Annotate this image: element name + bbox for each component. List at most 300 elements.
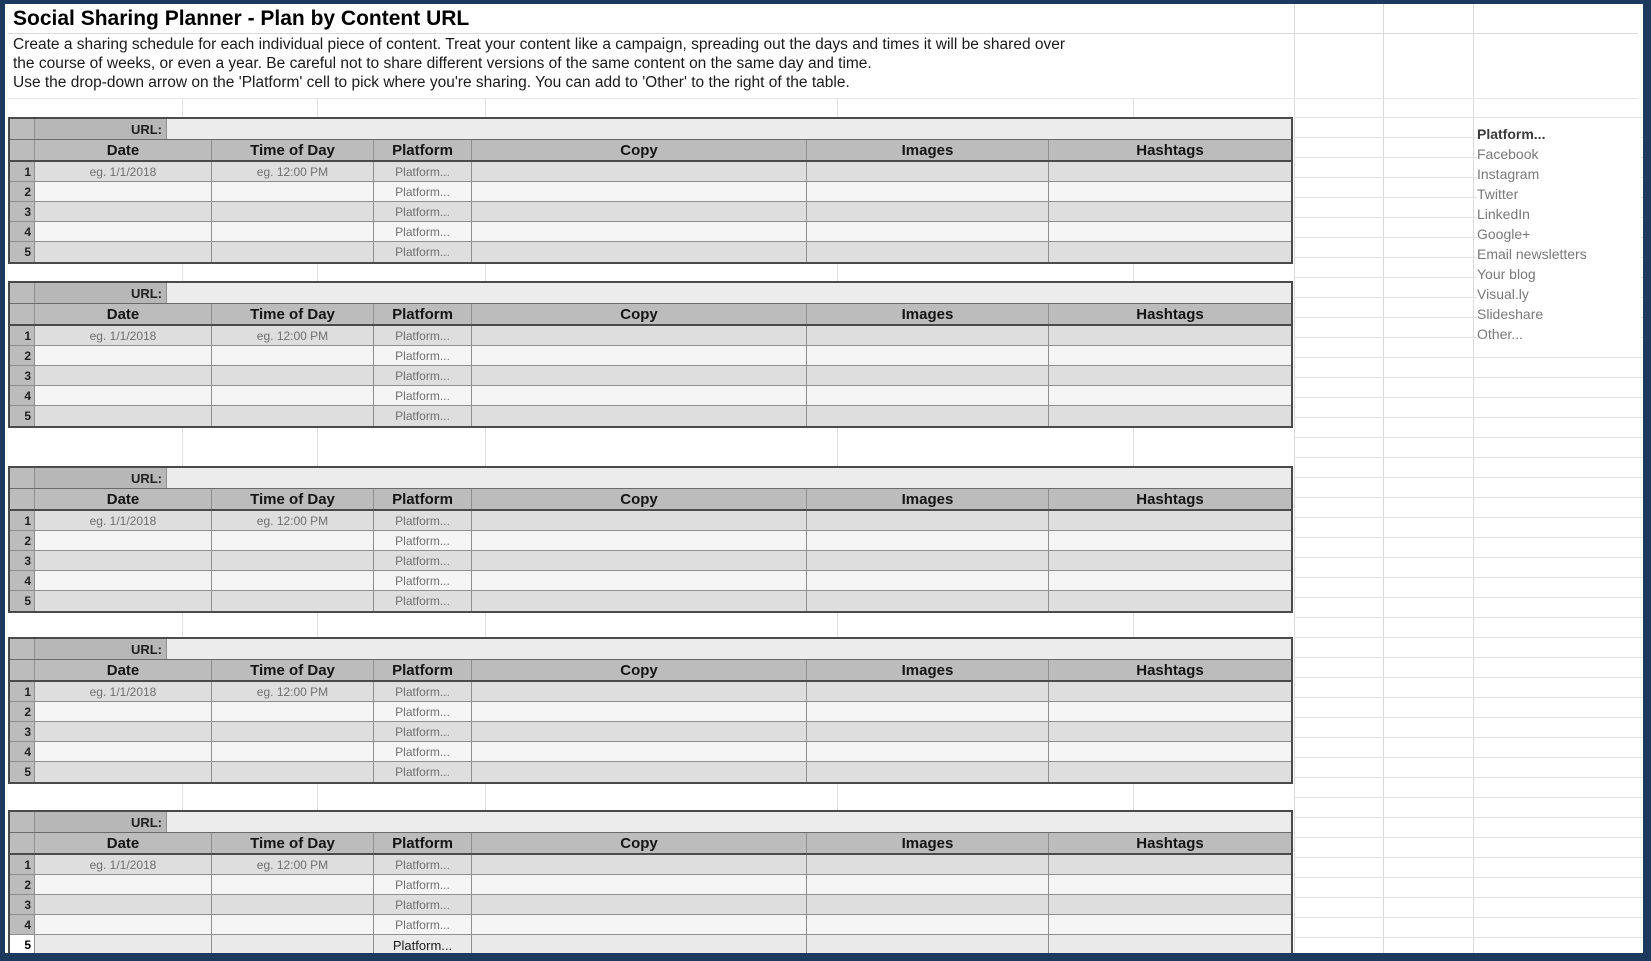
column-header-date: Date: [35, 304, 212, 324]
date-cell[interactable]: [35, 875, 212, 894]
gridline: [1294, 837, 1643, 838]
images-cell[interactable]: [807, 571, 1049, 590]
table-row: [10, 935, 1291, 955]
time-of-day-cell[interactable]: [212, 182, 374, 201]
column-header-platform: Platform: [374, 489, 472, 509]
date-cell[interactable]: eg. 1/1/2018: [35, 855, 212, 874]
gridline: [837, 609, 838, 637]
gridline: [1294, 117, 1643, 118]
description-line-2: the course of weeks, or even a year. Be careful not to share different versions of the same content on the same day and time.: [13, 55, 872, 72]
platform-option-email-newsletters: Email newsletters: [1477, 246, 1587, 262]
column-header-copy: Copy: [472, 489, 807, 509]
time-of-day-cell[interactable]: [212, 702, 374, 721]
gridline: [1383, 4, 1384, 953]
hashtags-cell[interactable]: [1049, 591, 1291, 611]
copy-cell[interactable]: [472, 915, 807, 934]
images-cell[interactable]: [807, 386, 1049, 405]
row-number: 4: [10, 571, 35, 590]
gridline: [317, 780, 318, 810]
platform-dropdown[interactable]: Platform...: [374, 531, 472, 550]
time-of-day-cell[interactable]: [212, 895, 374, 914]
column-header-images: Images: [807, 660, 1049, 680]
images-cell[interactable]: [807, 875, 1049, 894]
platform-dropdown[interactable]: Platform...: [374, 242, 472, 262]
copy-cell[interactable]: [472, 326, 807, 345]
platform-dropdown[interactable]: Platform...: [374, 406, 472, 426]
hashtags-cell[interactable]: [1049, 182, 1291, 201]
copy-cell[interactable]: [472, 162, 807, 181]
gridline: [1294, 737, 1643, 738]
time-of-day-cell[interactable]: [212, 591, 374, 611]
table-row: [10, 242, 1291, 262]
gridline: [1294, 797, 1643, 798]
gridline: [485, 424, 486, 466]
date-cell[interactable]: [35, 182, 212, 201]
platform-dropdown[interactable]: Platform...: [374, 366, 472, 385]
platform-dropdown[interactable]: Platform...: [374, 742, 472, 761]
row-number: 1: [10, 326, 35, 345]
column-header-copy: Copy: [472, 140, 807, 160]
platform-dropdown[interactable]: Platform...: [374, 222, 472, 241]
platform-option-visual-ly: Visual.ly: [1477, 286, 1529, 302]
column-header-time-of-day: Time of Day: [212, 489, 374, 509]
hashtags-cell[interactable]: [1049, 162, 1291, 181]
row-number: 1: [10, 162, 35, 181]
table-row: [10, 511, 1291, 531]
date-cell[interactable]: eg. 1/1/2018: [35, 511, 212, 530]
images-cell[interactable]: [807, 682, 1049, 701]
date-cell[interactable]: eg. 1/1/2018: [35, 162, 212, 181]
row-number: 1: [10, 855, 35, 874]
platform-dropdown[interactable]: Platform...: [374, 682, 472, 701]
time-of-day-cell[interactable]: [212, 762, 374, 782]
images-cell[interactable]: [807, 182, 1049, 201]
platform-dropdown[interactable]: Platform...: [374, 511, 472, 530]
row-number: 4: [10, 915, 35, 934]
date-cell[interactable]: eg. 1/1/2018: [35, 682, 212, 701]
copy-cell[interactable]: [472, 702, 807, 721]
copy-cell[interactable]: [472, 591, 807, 611]
time-of-day-cell[interactable]: [212, 222, 374, 241]
row-header-corner: [10, 283, 35, 303]
copy-cell[interactable]: [472, 366, 807, 385]
date-cell[interactable]: [35, 571, 212, 590]
date-cell[interactable]: eg. 1/1/2018: [35, 326, 212, 345]
gridline: [1133, 609, 1134, 637]
platform-dropdown[interactable]: Platform...: [374, 935, 472, 955]
column-header-row: [10, 660, 1291, 682]
copy-cell[interactable]: [472, 571, 807, 590]
platform-dropdown[interactable]: Platform...: [374, 855, 472, 874]
copy-cell[interactable]: [472, 386, 807, 405]
copy-cell[interactable]: [472, 855, 807, 874]
images-cell[interactable]: [807, 242, 1049, 262]
column-header-hashtags: Hashtags: [1049, 304, 1291, 324]
copy-cell[interactable]: [472, 682, 807, 701]
column-header-images: Images: [807, 304, 1049, 324]
date-cell[interactable]: [35, 366, 212, 385]
table-row: [10, 551, 1291, 571]
date-cell[interactable]: [35, 551, 212, 570]
date-cell[interactable]: [35, 702, 212, 721]
gridline: [1294, 377, 1643, 378]
header-corner: [10, 489, 35, 509]
url-row: [10, 283, 1291, 304]
gridline: [1473, 4, 1474, 953]
platform-dropdown[interactable]: Platform...: [374, 915, 472, 934]
platform-dropdown[interactable]: Platform...: [374, 895, 472, 914]
hashtags-cell[interactable]: [1049, 571, 1291, 590]
header-corner: [10, 833, 35, 853]
time-of-day-cell[interactable]: [212, 202, 374, 221]
gridline: [837, 780, 838, 810]
planner-block-1: [8, 117, 1293, 264]
page-description: [13, 35, 1065, 92]
time-of-day-cell[interactable]: [212, 935, 374, 955]
platform-dropdown[interactable]: Platform...: [374, 551, 472, 570]
row-number: 3: [10, 551, 35, 570]
table-row: [10, 531, 1291, 551]
hashtags-cell[interactable]: [1049, 682, 1291, 701]
gridline: [1294, 917, 1643, 918]
column-header-row: [10, 489, 1291, 511]
column-header-time-of-day: Time of Day: [212, 660, 374, 680]
platform-legend-header: Platform...: [1477, 126, 1546, 142]
images-cell[interactable]: [807, 935, 1049, 955]
date-cell[interactable]: [35, 915, 212, 934]
images-cell[interactable]: [807, 742, 1049, 761]
hashtags-cell[interactable]: [1049, 722, 1291, 741]
gridline: [182, 98, 183, 117]
column-header-copy: Copy: [472, 833, 807, 853]
hashtags-cell[interactable]: [1049, 702, 1291, 721]
time-of-day-cell[interactable]: [212, 242, 374, 262]
hashtags-cell[interactable]: [1049, 406, 1291, 426]
images-cell[interactable]: [807, 895, 1049, 914]
date-cell[interactable]: [35, 386, 212, 405]
url-input[interactable]: [167, 639, 1291, 659]
time-of-day-cell[interactable]: eg. 12:00 PM: [212, 511, 374, 530]
gridline: [1294, 897, 1643, 898]
copy-cell[interactable]: [472, 182, 807, 201]
copy-cell[interactable]: [472, 722, 807, 741]
platform-dropdown[interactable]: Platform...: [374, 326, 472, 345]
images-cell[interactable]: [807, 366, 1049, 385]
images-cell[interactable]: [807, 511, 1049, 530]
gridline: [1294, 937, 1643, 938]
time-of-day-cell[interactable]: [212, 551, 374, 570]
planner-block-3: [8, 466, 1293, 613]
description-line-3: Use the drop-down arrow on the 'Platform' cell to pick where you're sharing. You can add to 'Other' to the right of the table.: [13, 74, 850, 91]
platform-option-facebook: Facebook: [1477, 146, 1539, 162]
copy-cell[interactable]: [472, 742, 807, 761]
images-cell[interactable]: [807, 531, 1049, 550]
gridline: [837, 98, 838, 117]
gridline: [1294, 657, 1643, 658]
date-cell[interactable]: [35, 762, 212, 782]
images-cell[interactable]: [807, 551, 1049, 570]
page-title: Social Sharing Planner - Plan by Content URL: [13, 7, 470, 30]
platform-dropdown[interactable]: Platform...: [374, 346, 472, 365]
gridline: [317, 98, 318, 117]
table-row: [10, 742, 1291, 762]
hashtags-cell[interactable]: [1049, 366, 1291, 385]
column-header-row: [10, 833, 1291, 855]
date-cell[interactable]: [35, 346, 212, 365]
table-row: [10, 182, 1291, 202]
platform-option-google: Google+: [1477, 226, 1531, 242]
platform-dropdown[interactable]: Platform...: [374, 162, 472, 181]
time-of-day-cell[interactable]: [212, 742, 374, 761]
time-of-day-cell[interactable]: [212, 875, 374, 894]
gridline: [485, 609, 486, 637]
column-header-platform: Platform: [374, 304, 472, 324]
row-number: 3: [10, 722, 35, 741]
copy-cell[interactable]: [472, 551, 807, 570]
table-row: [10, 202, 1291, 222]
table-row: [10, 386, 1291, 406]
column-header-copy: Copy: [472, 304, 807, 324]
platform-dropdown[interactable]: Platform...: [374, 386, 472, 405]
table-row: [10, 875, 1291, 895]
row-number: 1: [10, 511, 35, 530]
url-label: URL:: [35, 812, 167, 832]
date-cell[interactable]: [35, 222, 212, 241]
column-header-date: Date: [35, 660, 212, 680]
column-header-images: Images: [807, 140, 1049, 160]
gridline: [1294, 637, 1643, 638]
table-row: [10, 162, 1291, 182]
table-row: [10, 682, 1291, 702]
row-header-corner: [10, 639, 35, 659]
url-input[interactable]: [167, 119, 1291, 139]
table-row: [10, 762, 1291, 782]
hashtags-cell[interactable]: [1049, 242, 1291, 262]
hashtags-cell[interactable]: [1049, 875, 1291, 894]
date-cell[interactable]: [35, 935, 212, 955]
date-cell[interactable]: [35, 722, 212, 741]
date-cell[interactable]: [35, 531, 212, 550]
gridline: [1294, 437, 1643, 438]
table-row: [10, 406, 1291, 426]
url-input[interactable]: [167, 468, 1291, 488]
gridline: [1294, 537, 1643, 538]
hashtags-cell[interactable]: [1049, 762, 1291, 782]
platform-dropdown[interactable]: Platform...: [374, 722, 472, 741]
column-header-hashtags: Hashtags: [1049, 140, 1291, 160]
images-cell[interactable]: [807, 222, 1049, 241]
images-cell[interactable]: [807, 855, 1049, 874]
gridline: [1294, 497, 1643, 498]
row-number: 3: [10, 202, 35, 221]
gridline: [1294, 557, 1643, 558]
row-number: 3: [10, 895, 35, 914]
gridline: [1294, 357, 1643, 358]
row-number: 2: [10, 875, 35, 894]
url-row: [10, 812, 1291, 833]
hashtags-cell[interactable]: [1049, 895, 1291, 914]
table-row: [10, 915, 1291, 935]
row-number: 5: [10, 242, 35, 262]
row-number: 4: [10, 386, 35, 405]
table-row: [10, 702, 1291, 722]
hashtags-cell[interactable]: [1049, 551, 1291, 570]
column-header-copy: Copy: [472, 660, 807, 680]
time-of-day-cell[interactable]: [212, 571, 374, 590]
row-number: 4: [10, 222, 35, 241]
platform-dropdown[interactable]: Platform...: [374, 202, 472, 221]
hashtags-cell[interactable]: [1049, 742, 1291, 761]
copy-cell[interactable]: [472, 406, 807, 426]
platform-dropdown[interactable]: Platform...: [374, 702, 472, 721]
date-cell[interactable]: [35, 742, 212, 761]
table-row: [10, 895, 1291, 915]
gridline: [1133, 780, 1134, 810]
gridline: [1294, 857, 1643, 858]
copy-cell[interactable]: [472, 346, 807, 365]
hashtags-cell[interactable]: [1049, 202, 1291, 221]
planner-block-2: [8, 281, 1293, 428]
column-header-date: Date: [35, 833, 212, 853]
copy-cell[interactable]: [472, 935, 807, 955]
gridline: [1294, 517, 1643, 518]
copy-cell[interactable]: [472, 875, 807, 894]
time-of-day-cell[interactable]: [212, 531, 374, 550]
date-cell[interactable]: [35, 591, 212, 611]
platform-dropdown[interactable]: Platform...: [374, 591, 472, 611]
gridline: [1294, 577, 1643, 578]
images-cell[interactable]: [807, 326, 1049, 345]
url-row: [10, 468, 1291, 489]
gridline: [1294, 817, 1643, 818]
time-of-day-cell[interactable]: eg. 12:00 PM: [212, 855, 374, 874]
gridline: [182, 424, 183, 466]
hashtags-cell[interactable]: [1049, 222, 1291, 241]
hashtags-cell[interactable]: [1049, 346, 1291, 365]
copy-cell[interactable]: [472, 202, 807, 221]
hashtags-cell[interactable]: [1049, 855, 1291, 874]
table-row: [10, 366, 1291, 386]
gridline: [1133, 98, 1134, 117]
url-input[interactable]: [167, 812, 1291, 832]
date-cell[interactable]: [35, 202, 212, 221]
table-row: [10, 722, 1291, 742]
date-cell[interactable]: [35, 242, 212, 262]
platform-dropdown[interactable]: Platform...: [374, 762, 472, 782]
gridline: [1294, 477, 1643, 478]
images-cell[interactable]: [807, 915, 1049, 934]
gridline: [1294, 677, 1643, 678]
gridline: [1294, 697, 1643, 698]
copy-cell[interactable]: [472, 222, 807, 241]
time-of-day-cell[interactable]: [212, 406, 374, 426]
hashtags-cell[interactable]: [1049, 935, 1291, 955]
hashtags-cell[interactable]: [1049, 915, 1291, 934]
copy-cell[interactable]: [472, 762, 807, 782]
time-of-day-cell[interactable]: [212, 722, 374, 741]
table-row: [10, 591, 1291, 611]
copy-cell[interactable]: [472, 511, 807, 530]
time-of-day-cell[interactable]: [212, 346, 374, 365]
time-of-day-cell[interactable]: eg. 12:00 PM: [212, 162, 374, 181]
images-cell[interactable]: [807, 406, 1049, 426]
gridline: [1133, 424, 1134, 466]
gridline: [1294, 457, 1643, 458]
description-line-1: Create a sharing schedule for each individual piece of content. Treat your content like a campaign, spreading out the days and times it will be shared over: [13, 36, 1066, 53]
url-input[interactable]: [167, 283, 1291, 303]
gridline: [1294, 717, 1643, 718]
platform-option-your-blog: Your blog: [1477, 266, 1536, 282]
row-number: 5: [10, 762, 35, 782]
url-row: [10, 639, 1291, 660]
gridline: [182, 609, 183, 637]
gridline: [485, 780, 486, 810]
column-header-platform: Platform: [374, 833, 472, 853]
gridline: [1294, 4, 1295, 953]
images-cell[interactable]: [807, 702, 1049, 721]
copy-cell[interactable]: [472, 242, 807, 262]
gridline: [1294, 397, 1643, 398]
url-label: URL:: [35, 468, 167, 488]
platform-option-instagram: Instagram: [1477, 166, 1540, 182]
column-header-date: Date: [35, 140, 212, 160]
images-cell[interactable]: [807, 202, 1049, 221]
gridline: [1294, 597, 1643, 598]
platform-dropdown[interactable]: Platform...: [374, 571, 472, 590]
hashtags-cell[interactable]: [1049, 386, 1291, 405]
date-cell[interactable]: [35, 406, 212, 426]
hashtags-cell[interactable]: [1049, 511, 1291, 530]
gridline: [1294, 757, 1643, 758]
time-of-day-cell[interactable]: [212, 386, 374, 405]
column-header-platform: Platform: [374, 140, 472, 160]
images-cell[interactable]: [807, 346, 1049, 365]
url-label: URL:: [35, 283, 167, 303]
header-corner: [10, 304, 35, 324]
column-header-hashtags: Hashtags: [1049, 489, 1291, 509]
row-number: 2: [10, 182, 35, 201]
platform-dropdown[interactable]: Platform...: [374, 875, 472, 894]
time-of-day-cell[interactable]: eg. 12:00 PM: [212, 682, 374, 701]
planner-block-4: [8, 637, 1293, 784]
table-row: [10, 571, 1291, 591]
images-cell[interactable]: [807, 722, 1049, 741]
hashtags-cell[interactable]: [1049, 326, 1291, 345]
platform-dropdown[interactable]: Platform...: [374, 182, 472, 201]
images-cell[interactable]: [807, 762, 1049, 782]
copy-cell[interactable]: [472, 531, 807, 550]
row-number: 4: [10, 742, 35, 761]
row-number: 1: [10, 682, 35, 701]
copy-cell[interactable]: [472, 895, 807, 914]
images-cell[interactable]: [807, 591, 1049, 611]
gridline: [317, 424, 318, 466]
table-row: [10, 855, 1291, 875]
images-cell[interactable]: [807, 162, 1049, 181]
gridline: [1294, 877, 1643, 878]
row-number: 3: [10, 366, 35, 385]
time-of-day-cell[interactable]: [212, 366, 374, 385]
hashtags-cell[interactable]: [1049, 531, 1291, 550]
planner-block-5: [8, 810, 1293, 957]
time-of-day-cell[interactable]: [212, 915, 374, 934]
time-of-day-cell[interactable]: eg. 12:00 PM: [212, 326, 374, 345]
column-header-time-of-day: Time of Day: [212, 304, 374, 324]
row-number: 2: [10, 531, 35, 550]
date-cell[interactable]: [35, 895, 212, 914]
platform-option-other: Other...: [1477, 326, 1523, 342]
column-header-time-of-day: Time of Day: [212, 140, 374, 160]
